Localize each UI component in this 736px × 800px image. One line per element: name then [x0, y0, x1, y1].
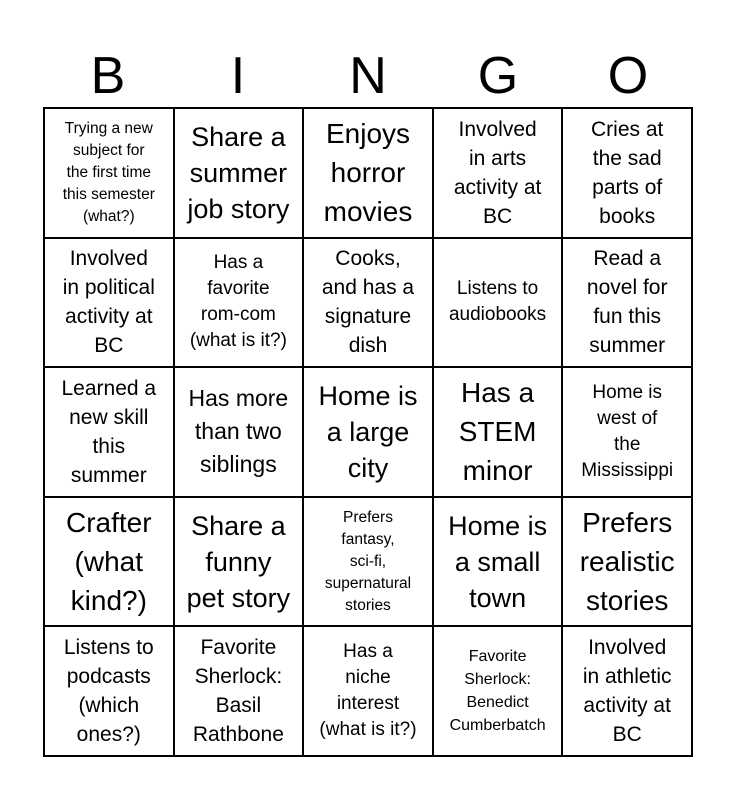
- bingo-cell-text: Has a niche interest (what is it?): [319, 641, 417, 741]
- bingo-cell-text: Listens to podcasts (which ones?): [63, 636, 154, 747]
- bingo-cell-text: Involved in political activity at BC: [62, 247, 155, 358]
- header-letter-n: N: [349, 47, 387, 105]
- bingo-cell-text: Has a STEM minor: [458, 377, 537, 487]
- bingo-cell[interactable]: [44, 238, 174, 368]
- bingo-cell[interactable]: [562, 108, 692, 238]
- bingo-cell[interactable]: [44, 626, 174, 756]
- header-letter-o: O: [607, 47, 649, 105]
- bingo-cell[interactable]: [303, 367, 433, 497]
- bingo-cell[interactable]: [433, 626, 563, 756]
- bingo-cell-text: Has a favorite rom-com (what is it?): [189, 252, 287, 352]
- bingo-cell-text: Read a novel for fun this summer: [586, 247, 668, 358]
- bingo-cell[interactable]: [174, 108, 304, 238]
- bingo-cell-text: Learned a new skill this summer: [61, 376, 157, 487]
- header-letter-g: G: [477, 47, 519, 105]
- bingo-cell[interactable]: [562, 367, 692, 497]
- bingo-cell-text: Favorite Sherlock: Benedict Cumberbatch: [449, 648, 546, 735]
- bingo-cell[interactable]: [174, 367, 304, 497]
- bingo-cell-text: Cooks, and has a signature dish: [321, 247, 415, 358]
- bingo-cell[interactable]: [174, 238, 304, 368]
- bingo-cell[interactable]: [44, 367, 174, 497]
- bingo-cell[interactable]: [303, 626, 433, 756]
- bingo-cell[interactable]: [433, 497, 563, 627]
- bingo-cell-text: Share a funny pet story: [186, 510, 291, 613]
- bingo-cell-text: Home is a small town: [448, 510, 548, 613]
- bingo-cell-text: Share a summer job story: [187, 121, 290, 224]
- header-letter-b: B: [90, 47, 126, 105]
- bingo-cell[interactable]: [562, 497, 692, 627]
- bingo-board: [43, 107, 693, 757]
- bingo-cell[interactable]: [433, 367, 563, 497]
- bingo-cell[interactable]: [303, 238, 433, 368]
- bingo-cell[interactable]: [562, 626, 692, 756]
- bingo-cell-text: Cries at the sad parts of books: [591, 117, 664, 228]
- bingo-cell-text: Prefers fantasy, sci-fi, supernatural stories: [324, 508, 412, 614]
- bingo-cell[interactable]: [303, 497, 433, 627]
- bingo-cell-text: Involved in arts activity at BC: [453, 117, 542, 228]
- bingo-cell-text: Enjoys horror movies: [323, 118, 413, 228]
- bingo-cell[interactable]: [174, 626, 304, 756]
- bingo-cell-text: Favorite Sherlock: Basil Rathbone: [192, 636, 284, 747]
- bingo-cell-text: Has more than two siblings: [188, 385, 289, 478]
- bingo-header: [43, 44, 693, 108]
- bingo-cell[interactable]: [433, 108, 563, 238]
- bingo-cell-text: Home is west of the Mississippi: [581, 381, 674, 481]
- bingo-cell[interactable]: [303, 108, 433, 238]
- bingo-cell-text: Listens to audiobooks: [448, 278, 547, 326]
- bingo-cell-text: Crafter (what kind?): [66, 507, 152, 617]
- bingo-cell[interactable]: [562, 238, 692, 368]
- bingo-cell[interactable]: [174, 497, 304, 627]
- bingo-cell-text: Trying a new subject for the first time this semester (what?): [62, 119, 155, 225]
- header-letter-i: I: [230, 47, 246, 105]
- bingo-cell-text: Prefers realistic stories: [579, 507, 675, 617]
- bingo-cell-text: Home is a large city: [318, 380, 418, 483]
- bingo-cell[interactable]: [44, 497, 174, 627]
- bingo-cell-text: Involved in athletic activity at BC: [582, 636, 672, 747]
- bingo-cell[interactable]: [433, 238, 563, 368]
- bingo-cell[interactable]: [44, 108, 174, 238]
